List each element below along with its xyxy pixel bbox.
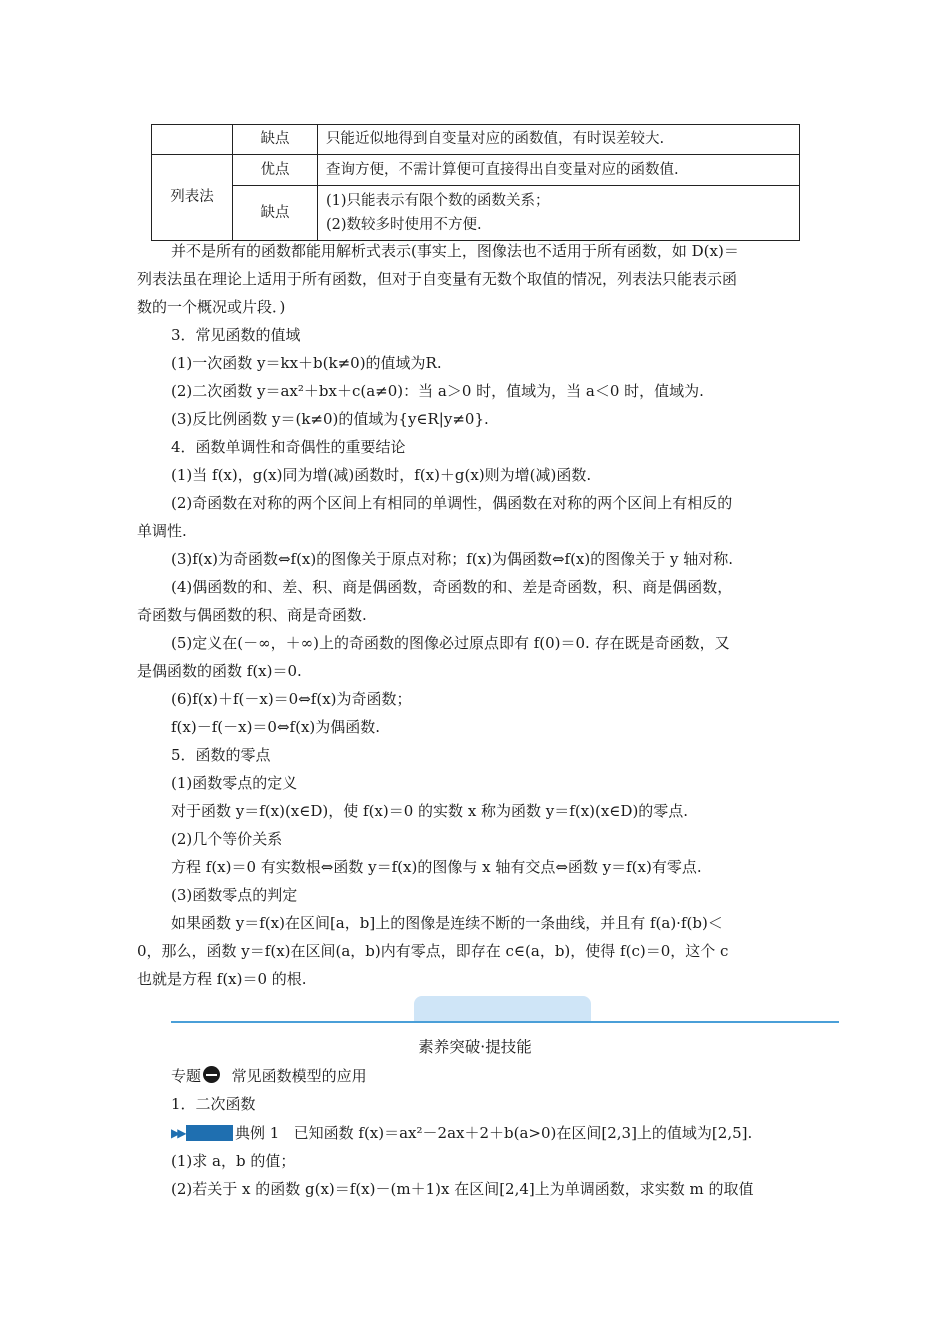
paragraph-line: (2)奇函数在对称的两个区间上有相同的单调性，偶函数在对称的两个区间上有相反的: [171, 494, 733, 512]
paragraph-line: (3)f(x)为奇函数⇔f(x)的图像关于原点对称；f(x)为偶函数⇔f(x)的图像关于 y 轴对称.: [171, 550, 734, 568]
paragraph-line: 0，那么，函数 y＝f(x)在区间(a，b)内有零点，即存在 c∈(a，b)，使得 f(c)＝0，这个 c: [137, 942, 729, 960]
example-line: [235, 1123, 752, 1143]
sub-heading: 1．二次函数: [171, 1095, 256, 1113]
table-cell-sublabel: 缺点: [233, 186, 318, 241]
paragraph-line: (5)定义在(－∞，＋∞)上的奇函数的图像必过原点即有 f(0)＝0. 存在既是奇函数，又: [171, 634, 730, 652]
table-cell-empty: [152, 125, 233, 155]
section-divider-tab: [414, 996, 591, 1022]
paragraph-line: (1)一次函数 y＝kx＋b(k≠0)的值域为R.: [171, 354, 442, 372]
example-text: 已知函数 f(x)＝ax²－2ax＋2＋b(a>0)在区间[2,3]上的值域为[2,5].: [293, 1124, 753, 1142]
question-2: (2)若关于 x 的函数 g(x)＝f(x)－(m＋1)x 在区间[2,4]上为单调函数，求实数 m 的取值: [171, 1180, 754, 1198]
heading-value-range: 3．常见函数的值域: [171, 326, 301, 344]
paragraph-line: (3)反比例函数 y＝(k≠0)的值域为{y∈R|y≠0}.: [171, 410, 489, 428]
paragraph-line: 列表法虽在理论上适用于所有函数，但对于自变量有无数个取值的情况，列表法只能表示函: [137, 270, 738, 288]
paragraph-line: 数的一个概况或片段．): [137, 298, 286, 316]
example-badge-bar: [186, 1125, 233, 1141]
heading-monotonicity-parity: 4．函数单调性和奇偶性的重要结论: [171, 438, 406, 456]
paragraph-line: 单调性.: [137, 522, 187, 540]
table-cell-text: 只能近似地得到自变量对应的函数值，有时误差较大.: [318, 125, 800, 155]
paragraph-line: (2)几个等价关系: [171, 830, 283, 848]
topic-title: 常见函数模型的应用: [231, 1067, 367, 1085]
paragraph-line: 奇函数与偶函数的积、商是奇函数.: [137, 606, 367, 624]
example-badge: [171, 1125, 233, 1141]
table-cell-text: 查询方便，不需计算便可直接得出自变量对应的函数值.: [318, 155, 800, 186]
paragraph-line: 并不是所有的函数都能用解析式表示(事实上，图像法也不适用于所有函数，如 D(x)＝: [171, 242, 739, 260]
table-cell-text: [318, 186, 800, 241]
paragraph-line: f(x)－f(－x)＝0⇔f(x)为偶函数.: [171, 718, 381, 736]
paragraph-line: 方程 f(x)＝0 有实数根⇔函数 y＝f(x)的图像与 x 轴有交点⇔函数 y＝f(x)有零点.: [171, 858, 702, 876]
question-1: (1)求 a，b 的值；: [171, 1152, 296, 1170]
table-row: [152, 155, 800, 186]
table-cell-line: (2)数较多时使用不方便.: [326, 217, 482, 233]
heading-zeros: 5．函数的零点: [171, 746, 271, 764]
function-representation-table: [151, 124, 800, 241]
paragraph-line: 也就是方程 f(x)＝0 的根.: [137, 970, 307, 988]
paragraph-line: (1)函数零点的定义: [171, 774, 298, 792]
table-row: [152, 186, 800, 241]
paragraph-line: 如果函数 y＝f(x)在区间[a，b]上的图像是连续不断的一条曲线，并且有 f(a)·f(b)＜: [171, 914, 723, 932]
topic-number-icon: [203, 1066, 220, 1083]
section-title: 素养突破·提技能: [418, 1038, 532, 1056]
topic-heading: [171, 1066, 367, 1086]
table-row: [152, 125, 800, 155]
double-arrow-icon: ▶▶: [171, 1126, 184, 1140]
paragraph-line: (3)函数零点的判定: [171, 886, 298, 904]
example-label: 典例 1: [235, 1124, 280, 1142]
table-cell-method: 列表法: [152, 155, 233, 241]
topic-prefix: 专题: [171, 1067, 202, 1085]
paragraph-line: (2)二次函数 y＝ax²＋bx＋c(a≠0)：当 a＞0 时，值域为，当 a＜0 时，值域为.: [171, 382, 704, 400]
paragraph-line: 是偶函数的函数 f(x)＝0.: [137, 662, 302, 680]
table-cell-line: (1)只能表示有限个数的函数关系；: [326, 193, 550, 209]
paragraph-line: (4)偶函数的和、差、积、商是偶函数，奇函数的和、差是奇函数，积、商是偶函数，: [171, 578, 733, 596]
paragraph-line: (1)当 f(x)，g(x)同为增(减)函数时，f(x)＋g(x)则为增(减)函数.: [171, 466, 592, 484]
table-cell-sublabel: 优点: [233, 155, 318, 186]
table-cell-sublabel: 缺点: [233, 125, 318, 155]
section-divider: [171, 1021, 839, 1023]
paragraph-line: 对于函数 y＝f(x)(x∈D)，使 f(x)＝0 的实数 x 称为函数 y＝f(x)(x∈D)的零点.: [171, 802, 689, 820]
paragraph-line: (6)f(x)＋f(－x)＝0⇔f(x)为奇函数；: [171, 690, 412, 708]
